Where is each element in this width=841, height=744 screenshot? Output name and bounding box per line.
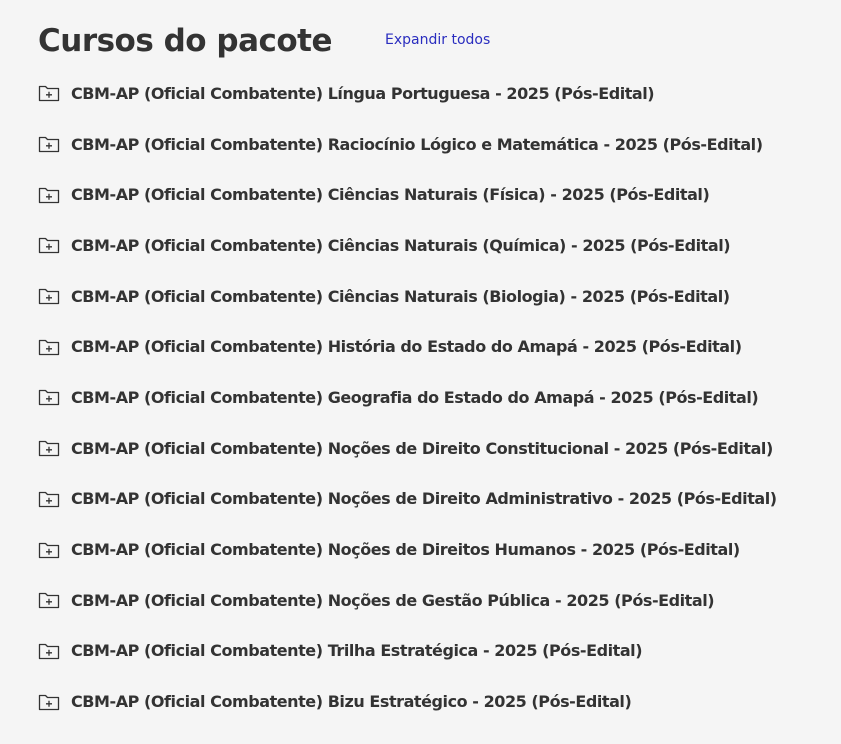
course-label: CBM-AP (Oficial Combatente) Trilha Estratégica - 2025 (Pós-Edital): [71, 641, 643, 661]
course-item[interactable]: [38, 68, 828, 119]
folder-plus-icon[interactable]: [38, 388, 60, 406]
course-label: CBM-AP (Oficial Combatente) Noções de Direito Administrativo - 2025 (Pós-Edital): [71, 489, 777, 509]
course-item[interactable]: [38, 676, 828, 727]
course-label: CBM-AP (Oficial Combatente) Ciências Naturais (Física) - 2025 (Pós-Edital): [71, 185, 710, 205]
course-item[interactable]: [38, 119, 828, 170]
folder-plus-icon[interactable]: [38, 541, 60, 559]
course-label: CBM-AP (Oficial Combatente) Geografia do Estado do Amapá - 2025 (Pós-Edital): [71, 387, 759, 407]
course-item[interactable]: [38, 626, 828, 677]
course-item[interactable]: [38, 524, 828, 575]
course-label: CBM-AP (Oficial Combatente) Noções de Direitos Humanos - 2025 (Pós-Edital): [71, 540, 740, 560]
course-label: CBM-AP (Oficial Combatente) Ciências Naturais (Biologia) - 2025 (Pós-Edital): [71, 286, 730, 306]
folder-plus-icon[interactable]: [38, 439, 60, 457]
course-label: CBM-AP (Oficial Combatente) História do Estado do Amapá - 2025 (Pós-Edital): [71, 337, 742, 357]
course-label: CBM-AP (Oficial Combatente) Língua Portuguesa - 2025 (Pós-Edital): [71, 83, 655, 103]
course-item[interactable]: [38, 474, 828, 525]
folder-plus-icon[interactable]: [38, 693, 60, 711]
folder-plus-icon[interactable]: [38, 236, 60, 254]
course-label: CBM-AP (Oficial Combatente) Bizu Estratégico - 2025 (Pós-Edital): [71, 692, 632, 712]
course-label: CBM-AP (Oficial Combatente) Ciências Naturais (Química) - 2025 (Pós-Edital): [71, 235, 731, 255]
course-item[interactable]: [38, 271, 828, 322]
section-header: [38, 18, 332, 64]
course-item[interactable]: [38, 372, 828, 423]
course-label: CBM-AP (Oficial Combatente) Noções de Gestão Pública - 2025 (Pós-Edital): [71, 590, 715, 610]
folder-plus-icon[interactable]: [38, 642, 60, 660]
expand-all-button[interactable]: Expandir todos: [385, 32, 491, 48]
course-item[interactable]: [38, 169, 828, 220]
course-list: [38, 68, 828, 727]
folder-plus-icon[interactable]: [38, 591, 60, 609]
folder-plus-icon[interactable]: [38, 84, 60, 102]
folder-plus-icon[interactable]: [38, 135, 60, 153]
course-label: CBM-AP (Oficial Combatente) Raciocínio Lógico e Matemática - 2025 (Pós-Edital): [71, 134, 763, 154]
course-item[interactable]: [38, 321, 828, 372]
folder-plus-icon[interactable]: [38, 186, 60, 204]
folder-plus-icon[interactable]: [38, 338, 60, 356]
course-item[interactable]: [38, 575, 828, 626]
page-title: Cursos do pacote: [38, 23, 333, 59]
course-item[interactable]: [38, 220, 828, 271]
course-item[interactable]: [38, 423, 828, 474]
folder-plus-icon[interactable]: [38, 490, 60, 508]
folder-plus-icon[interactable]: [38, 287, 60, 305]
course-label: CBM-AP (Oficial Combatente) Noções de Direito Constitucional - 2025 (Pós-Edital): [71, 438, 773, 458]
